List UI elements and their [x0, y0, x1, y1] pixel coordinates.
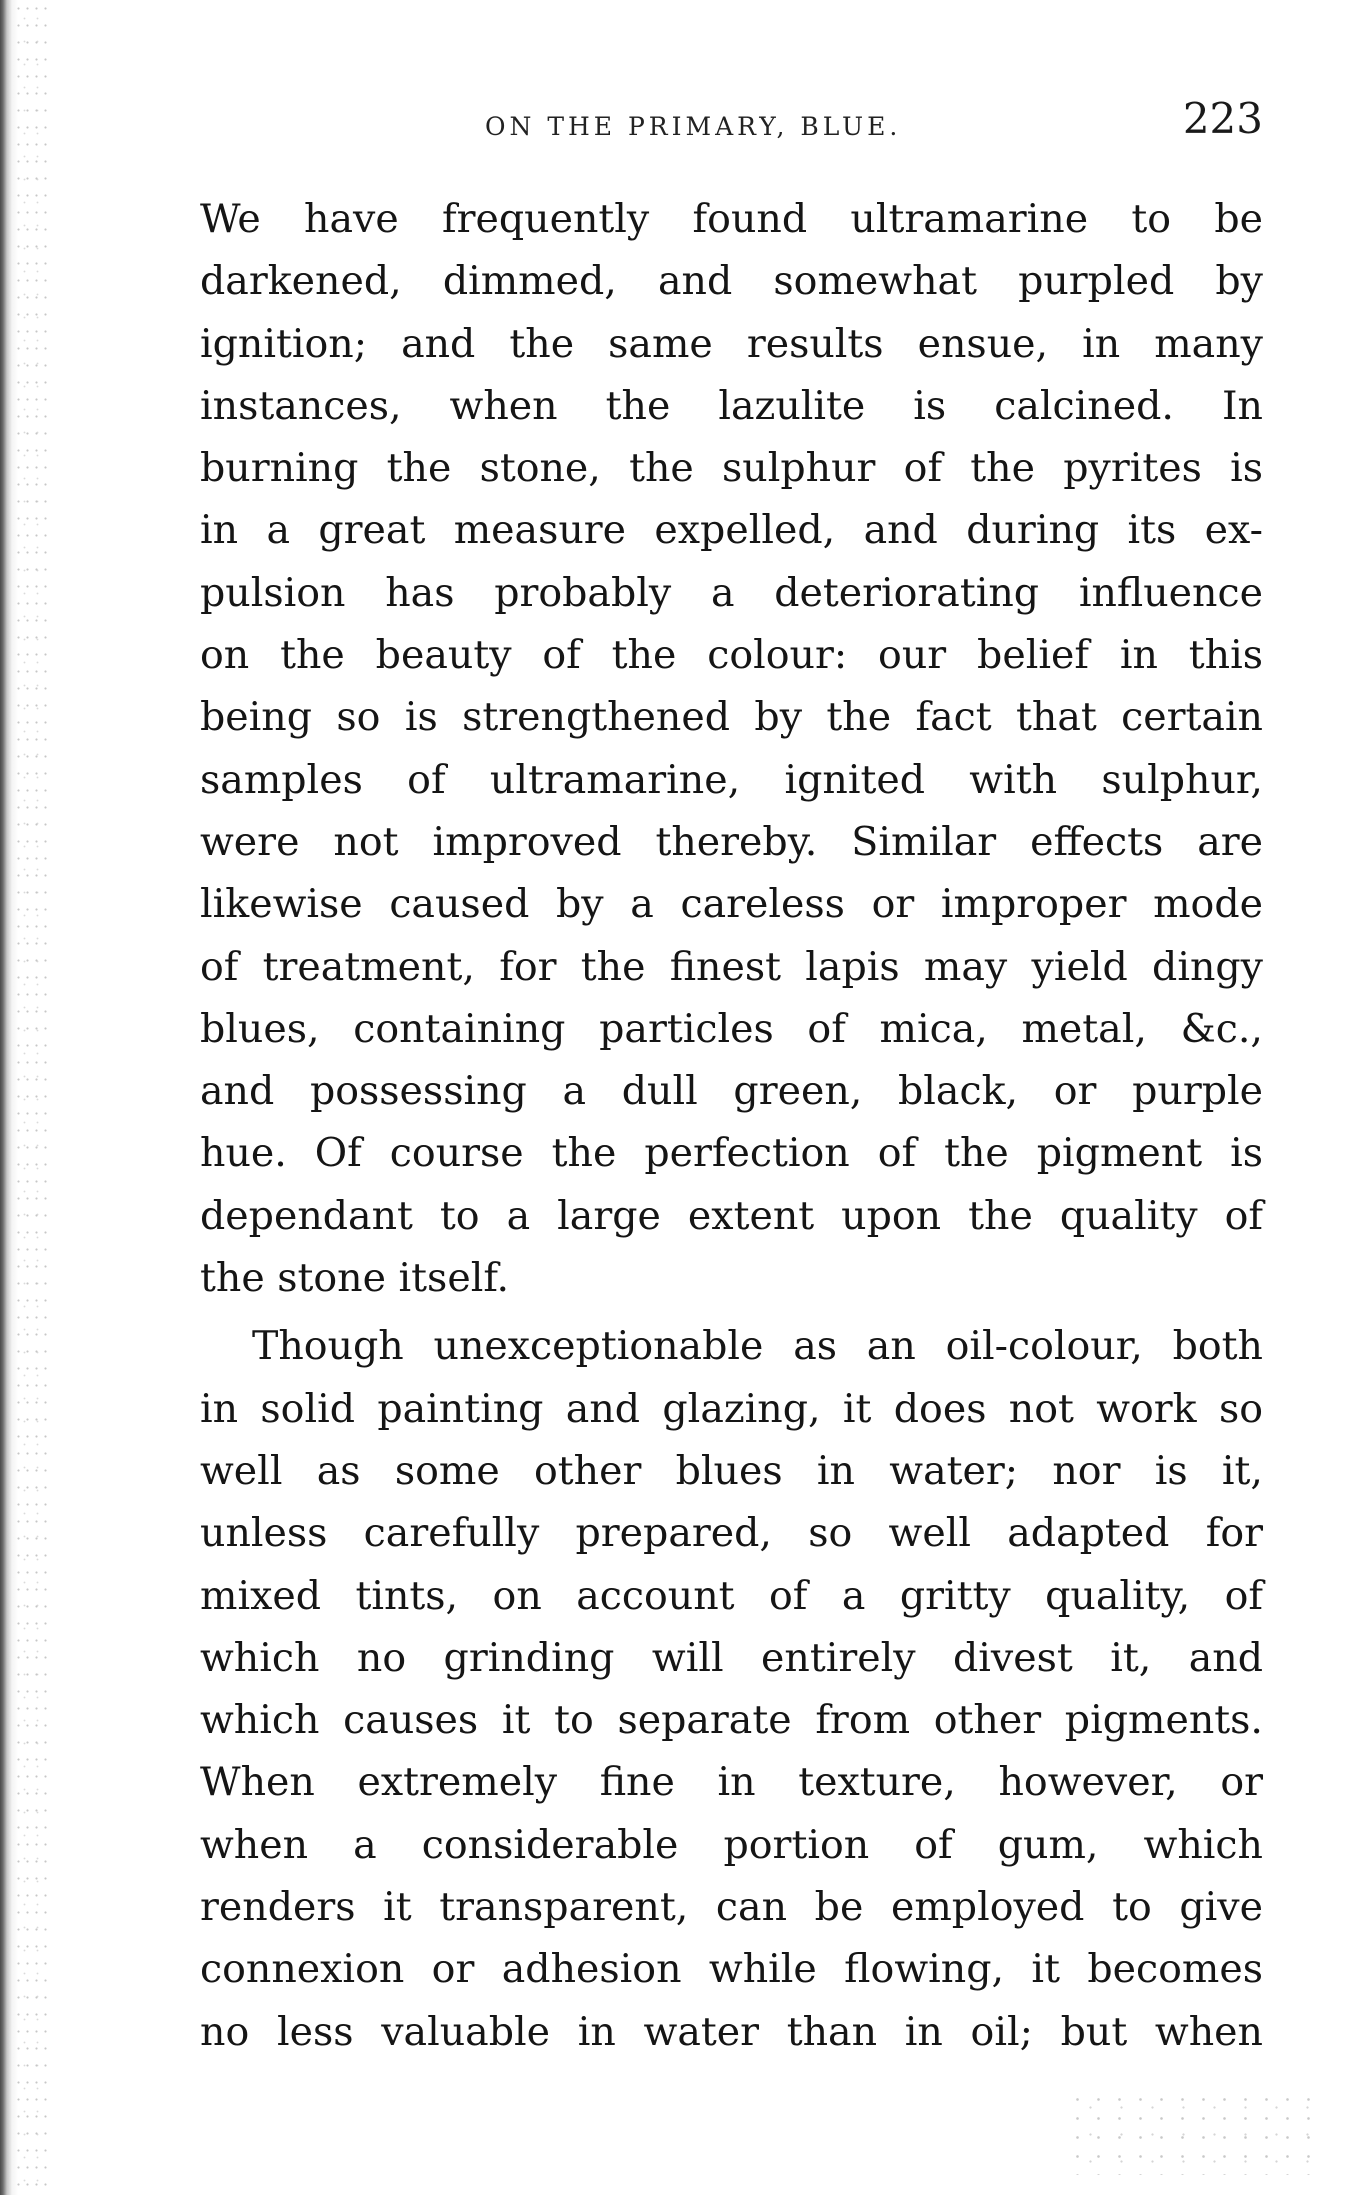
paragraph-2	[200, 1315, 1263, 2063]
text-line: being so is strengthened by the fact that certain	[200, 694, 1263, 741]
text-line: connexion or adhesion while flowing, it becomes	[200, 1946, 1263, 1993]
text-line: no less valuable in water than in oil; but when	[200, 2008, 1263, 2055]
text-line: burning the stone, the sulphur of the pyrites is	[200, 445, 1263, 492]
text-line: darkened, dimmed, and somewhat purpled by	[200, 258, 1263, 305]
text-line: well as some other blues in water; nor is it,	[200, 1447, 1263, 1494]
text-line: mixed tints, on account of a gritty quality, of	[200, 1572, 1263, 1619]
text-line: which causes it to separate from other pigments.	[200, 1697, 1263, 1744]
text-line: instances, when the lazulite is calcined. In	[200, 382, 1263, 429]
text-line: Though unexceptionable as an oil-colour, both	[252, 1323, 1263, 1370]
text-line: which no grinding will entirely divest it, and	[200, 1634, 1263, 1681]
paragraph-1	[200, 188, 1263, 1309]
scan-artifact-marks	[1064, 2085, 1324, 2175]
scan-speckle	[14, 0, 48, 2195]
text-line: in solid painting and glazing, it does not work so	[200, 1385, 1263, 1432]
text-line: of treatment, for the finest lapis may yield dingy	[200, 943, 1263, 990]
page-number: 223	[1182, 94, 1263, 143]
text-line: pulsion has probably a deteriorating influence	[200, 569, 1263, 616]
text-line: and possessing a dull green, black, or purple	[200, 1068, 1263, 1115]
page-header	[200, 94, 1263, 144]
text-line: blues, containing particles of mica, metal, &c.,	[200, 1005, 1263, 1052]
text-line: were not improved thereby. Similar effects are	[200, 818, 1263, 865]
text-line: in a great measure expelled, and during its ex-	[200, 507, 1263, 554]
text-line: dependant to a large extent upon the quality of	[200, 1192, 1263, 1239]
text-line: renders it transparent, can be employed to give	[200, 1884, 1263, 1931]
text-line: when a considerable portion of gum, which	[200, 1821, 1263, 1868]
text-line: samples of ultramarine, ignited with sulphur,	[200, 756, 1263, 803]
running-head: ON THE PRIMARY, BLUE.	[485, 112, 902, 141]
text-line: unless carefully prepared, so well adapted for	[200, 1510, 1263, 1557]
text-line: on the beauty of the colour: our belief in this	[200, 632, 1263, 679]
text-line: the stone itself.	[200, 1255, 510, 1302]
text-line: hue. Of course the perfection of the pigment is	[200, 1130, 1263, 1177]
text-line: likewise caused by a careless or improper mode	[200, 881, 1263, 928]
body-text	[200, 188, 1263, 2063]
text-line: We have frequently found ultramarine to be	[200, 196, 1263, 242]
text-line: ignition; and the same results ensue, in many	[200, 320, 1263, 367]
text-line: When extremely fine in texture, however, or	[200, 1759, 1263, 1806]
